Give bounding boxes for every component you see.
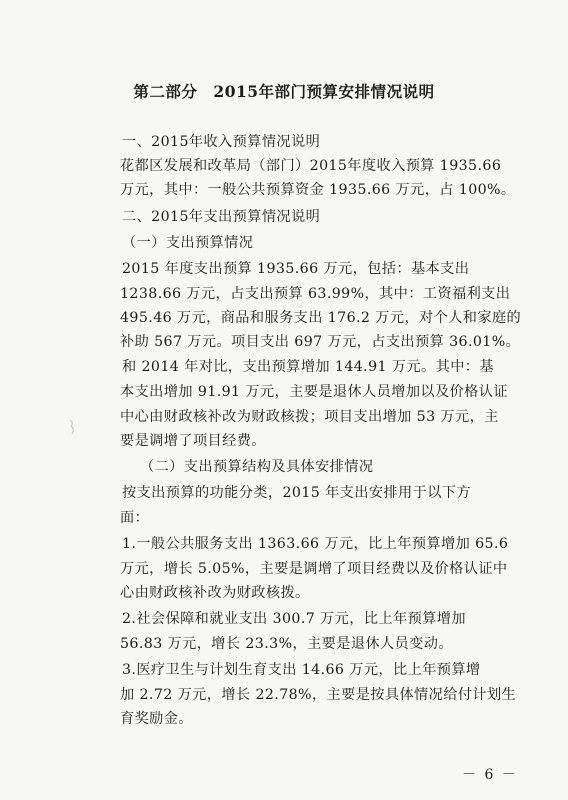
body-line: 56.83 万元，增长 23.3%，主要是退休人员变动。 <box>120 636 453 652</box>
body-line: 加 2.72 万元，增长 22.78%，主要是按具体情况给付计划生 <box>120 687 517 703</box>
body-line: 中心由财政核补改为财政核拨；项目支出增加 53 万元，主 <box>120 409 499 425</box>
body-line: 万元，其中：一般公共预算资金 1935.66 万元，占 100%。 <box>120 182 516 198</box>
body-line: 495.46 万元，商品和服务支出 176.2 万元，对个人和家庭的 <box>120 310 522 326</box>
body-line: 2015 年度支出预算 1935.66 万元，包括：基本支出 <box>122 261 470 277</box>
scan-mark <box>68 418 78 436</box>
body-line: 补助 567 万元。项目支出 697 万元，占支出预算 36.01%。 <box>120 334 521 350</box>
body-line: 1238.66 万元，占支出预算 63.99%，其中：工资福利支出 <box>120 286 511 302</box>
body-line: 花都区发展和改革局（部门）2015年度收入预算 1935.66 <box>120 158 502 174</box>
body-line: 要是调增了项目经费。 <box>120 433 266 449</box>
section-heading-income: 一、2015年收入预算情况说明 <box>122 134 321 150</box>
body-line: 本支出增加 91.91 万元，主要是退休人员增加以及价格认证 <box>120 384 508 400</box>
body-line: 育奖励金。 <box>120 711 193 727</box>
subsection-heading-1: （一）支出预算情况 <box>122 235 254 251</box>
section-heading-expense: 二、2015年支出预算情况说明 <box>122 209 321 225</box>
body-line: 和 2014 年对比，支出预算增加 144.91 万元。其中：基 <box>122 359 494 375</box>
page-title: 第二部分 2015年部门预算安排情况说明 <box>133 82 435 101</box>
list-item-2: 2.社会保障和就业支出 300.7 万元，比上年预算增加 <box>122 611 466 627</box>
body-line: 万元，增长 5.05%，主要是调增了项目经费以及价格认证中 <box>120 561 508 577</box>
list-item-1: 1.一般公共服务支出 1363.66 万元，比上年预算增加 65.6 <box>122 536 509 552</box>
list-item-3: 3.医疗卫生与计划生育支出 14.66 万元，比上年预算增 <box>122 662 481 678</box>
subsection-heading-2: （二）支出预算结构及具体安排情况 <box>140 459 374 475</box>
body-line: 按支出预算的功能分类，2015 年支出安排用于以下方 <box>122 485 471 501</box>
page-number: － 6 － <box>462 767 518 783</box>
body-line: 面： <box>120 510 150 526</box>
body-line: 心由财政核补改为财政核拨。 <box>120 585 310 601</box>
